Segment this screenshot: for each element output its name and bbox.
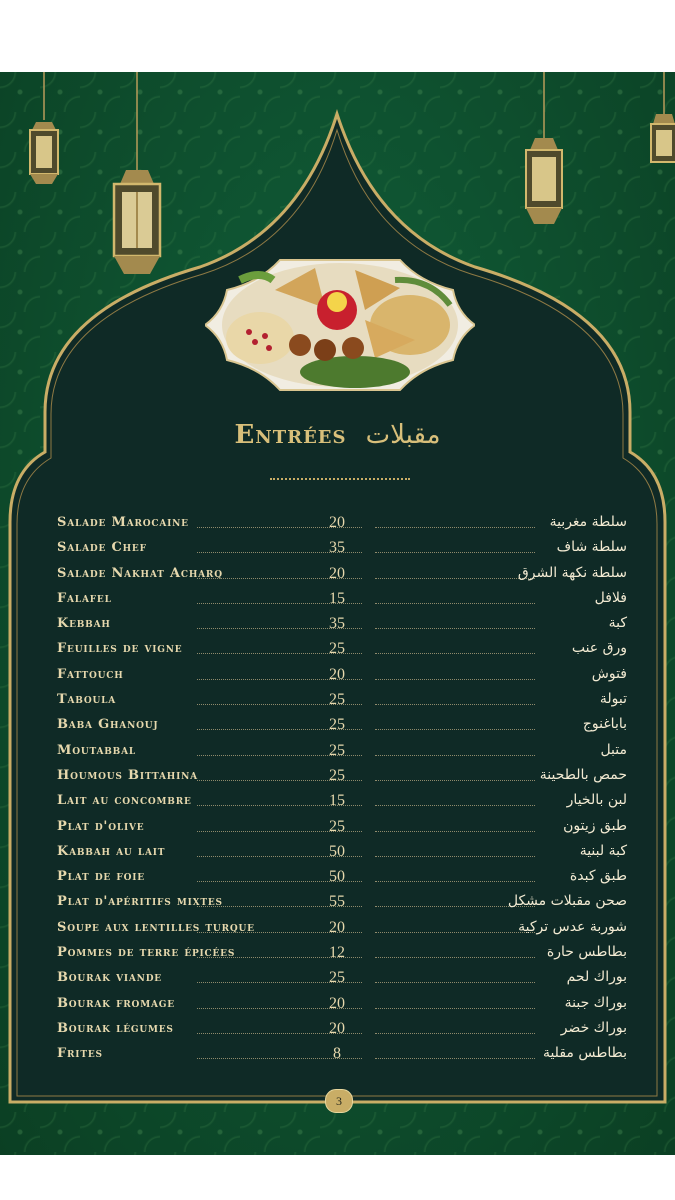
item-name-ar: متبل [600,741,627,758]
item-price: 25 [329,691,345,709]
item-name-fr: Plat d'apéritifs mixtes [57,894,223,910]
item-price: 20 [329,514,345,531]
menu-item [57,920,627,945]
dot-leader [375,704,535,705]
item-price: 25 [329,969,345,987]
item-name-ar: صحن مقبلات مشكل [507,893,627,910]
item-price: 25 [329,741,345,759]
item-name-ar: شوربة عدس تركية [518,918,627,935]
menu-item [57,717,627,742]
item-price: 25 [329,640,345,658]
dot-leader [375,932,535,933]
item-name-fr: Moutabbal [57,742,136,758]
item-price: 8 [333,1045,341,1063]
item-name-fr: Pommes de terre épicées [57,945,236,961]
lantern-icon [518,72,570,232]
item-name-ar: تبولة [599,691,627,708]
item-name-fr: Feuilles de vigne [57,641,183,657]
item-name-fr: Lait au concombre [57,793,192,809]
dot-leader [375,957,535,958]
item-name-fr: Plat de foie [57,869,145,885]
item-name-ar: سلطة نكهة الشرق [517,564,627,581]
dot-leader [375,831,535,832]
item-price: 20 [329,994,345,1012]
dot-leader [375,881,535,882]
menu-item [57,641,627,666]
lantern-icon [648,72,675,172]
dot-leader [375,527,535,528]
menu-item [57,566,627,591]
menu-item [57,692,627,717]
item-name-ar: بوراك لحم [566,969,627,986]
dot-leader [375,780,535,781]
menu-item [57,1021,627,1046]
dot-leader [375,1058,535,1059]
item-price: 55 [329,893,345,911]
menu-item [57,591,627,616]
dot-leader [375,578,535,579]
item-name-fr: Salade Marocaine [57,515,189,530]
item-name-ar: طبق كبدة [569,868,627,885]
item-name-fr: Taboula [57,692,117,708]
item-price: 25 [329,817,345,835]
item-name-ar: سلطة شاف [556,539,627,556]
item-name-fr: Fattouch [57,666,124,682]
menu-item [57,1046,627,1071]
item-name-ar: طبق زيتون [563,817,627,834]
item-price: 35 [329,615,345,633]
item-price: 35 [329,539,345,557]
item-name-ar: بوراك خضر [560,1019,627,1036]
menu-item [57,945,627,970]
item-price: 25 [329,766,345,784]
item-name-ar: لبن بالخيار [566,792,627,809]
dot-leader [375,982,535,983]
dot-leader [375,729,535,730]
dot-leader [375,1033,535,1034]
dot-leader [375,628,535,629]
menu-item [57,844,627,869]
item-name-fr: Plat d'olive [57,818,145,834]
item-name-fr: Salade Chef [57,540,147,556]
item-name-fr: Kabbah au lait [57,843,166,859]
item-price: 20 [329,665,345,683]
menu-item [57,970,627,995]
dot-leader [375,653,535,654]
item-name-ar: ورق عنب [571,640,627,657]
item-price: 20 [329,564,345,582]
dot-leader [375,755,535,756]
item-price: 20 [329,1019,345,1037]
menu-item [57,515,627,540]
menu-item [57,616,627,641]
lantern-icon [104,72,170,282]
item-name-ar: باباغنوج [582,716,627,733]
section-title [0,420,675,450]
menu-item [57,540,627,565]
page-number: 3 [325,1089,353,1113]
item-price: 15 [329,589,345,607]
food-plate-image [205,250,475,400]
item-name-fr: Kebbah [57,616,111,632]
item-price: 50 [329,842,345,860]
item-price: 12 [329,944,345,962]
item-name-fr: Falafel [57,590,112,606]
menu-item [57,793,627,818]
lantern-icon [22,72,66,187]
title-divider [270,478,410,480]
dot-leader [375,679,535,680]
item-name-ar: بطاطس مقلية [542,1045,627,1062]
item-price: 20 [329,918,345,936]
section-title-fr: Entrées [234,420,347,450]
menu-item [57,667,627,692]
item-name-fr: Salade Nakhat Acharq [57,565,223,581]
item-name-ar: فتوش [591,665,627,682]
menu-list [57,515,627,1072]
item-name-fr: Bourak légumes [57,1020,174,1036]
item-name-ar: بوراك جبنة [564,994,627,1011]
menu-item [57,869,627,894]
item-name-fr: Soupe aux lentilles turque [57,919,255,935]
item-name-fr: Houmous Bittahina [57,767,198,783]
item-name-ar: بطاطس حارة [546,944,627,961]
menu-item [57,768,627,793]
menu-item [57,819,627,844]
dot-leader [375,856,535,857]
section-title-ar: مقبلات [365,420,441,450]
item-name-fr: Frites [57,1046,103,1062]
dot-leader [375,1008,535,1009]
item-price: 25 [329,716,345,734]
menu-item [57,743,627,768]
item-name-ar: سلطة مغربية [549,514,627,530]
menu-item [57,996,627,1021]
dot-leader [375,552,535,553]
item-price: 50 [329,868,345,886]
item-name-ar: حمص بالطحينة [539,766,627,783]
item-name-fr: Baba Ghanouj [57,717,159,733]
item-name-fr: Bourak fromage [57,995,175,1011]
item-name-fr: Bourak viande [57,970,162,986]
item-name-ar: فلافل [594,589,627,606]
item-name-ar: كبة لبنية [579,842,627,859]
item-name-ar: كبة [608,615,627,632]
dot-leader [375,805,535,806]
dot-leader [375,603,535,604]
item-price: 15 [329,792,345,810]
menu-item [57,894,627,919]
